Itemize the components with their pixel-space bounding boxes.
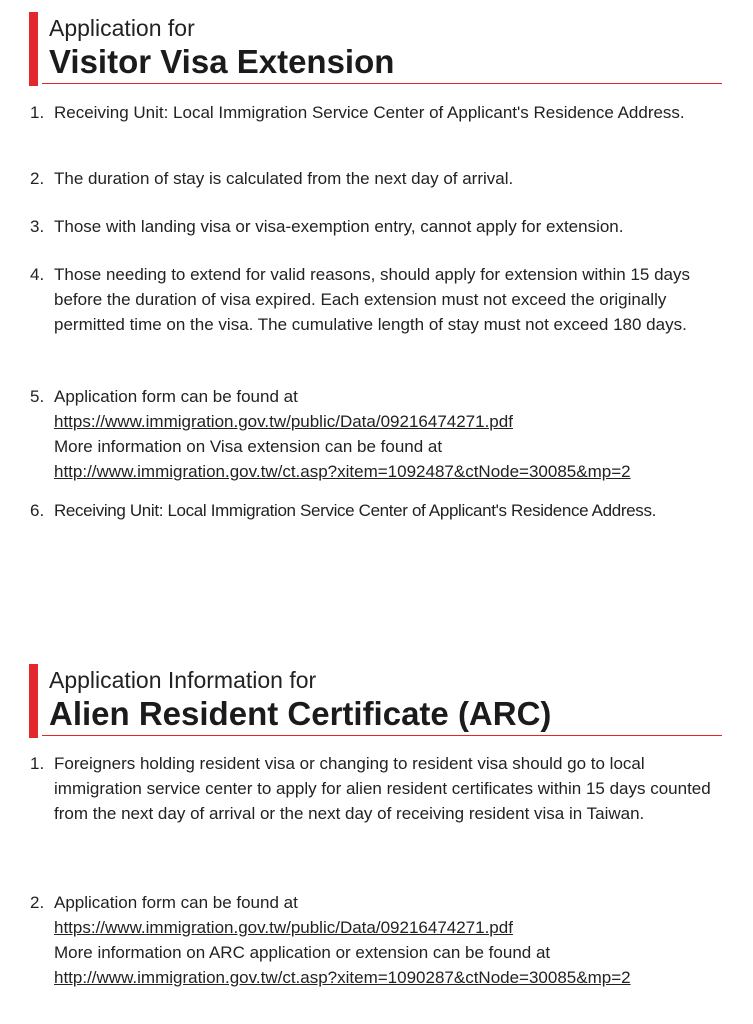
- form-link[interactable]: https://www.immigration.gov.tw/public/Data/09216474271.pdf: [54, 918, 513, 937]
- arc-heading-title: Alien Resident Certificate (ARC): [49, 695, 552, 732]
- form-text: Application form can be found at: [54, 387, 298, 406]
- more-info-link[interactable]: http://www.immigration.gov.tw/ct.asp?xitem=1090287&ctNode=30085&mp=2: [54, 968, 631, 987]
- list-text: [54, 384, 734, 484]
- list-text: Receiving Unit: Local Immigration Service Center of Applicant's Residence Address.: [54, 103, 685, 122]
- list-number: 5.: [30, 387, 45, 406]
- heading-accent-bar: [29, 664, 38, 738]
- list-number: 2.: [30, 169, 45, 188]
- list-text: Those with landing visa or visa-exemption entry, cannot apply for extension.: [54, 217, 624, 236]
- visa-heading: [0, 12, 753, 86]
- list-number: 6.: [30, 501, 45, 520]
- list-number: 1.: [30, 103, 45, 122]
- heading-accent-bar: [29, 12, 38, 86]
- list-number: 1.: [30, 754, 45, 773]
- arc-heading-pre: Application Information for: [49, 667, 317, 693]
- list-number: 4.: [30, 265, 45, 284]
- list-number: 3.: [30, 217, 45, 236]
- list-text: Foreigners holding resident visa or changing to resident visa should go to local immigration service center to apply for alien resident certificates within 15 days counted from the next day of arrival or the next day of receiving resident visa in Taiwan.: [54, 754, 711, 823]
- list-text: The duration of stay is calculated from the next day of arrival.: [54, 169, 514, 188]
- list-text: [54, 890, 734, 990]
- list-number: 2.: [30, 893, 45, 912]
- visa-heading-title: Visitor Visa Extension: [49, 43, 395, 80]
- heading-divider: [42, 735, 722, 736]
- list-text: Receiving Unit: Local Immigration Service Center of Applicant's Residence Address.: [54, 501, 656, 520]
- list-text: Those needing to extend for valid reasons, should apply for extension within 15 days before the duration of visa expired. Each extension must not exceed the originally permitted time on the visa. The cumulative length of stay must not exceed 180 days.: [54, 265, 691, 334]
- form-link[interactable]: https://www.immigration.gov.tw/public/Data/09216474271.pdf: [54, 412, 513, 431]
- visa-extension-section: [0, 12, 753, 86]
- more-info-link[interactable]: http://www.immigration.gov.tw/ct.asp?xitem=1092487&ctNode=30085&mp=2: [54, 462, 631, 481]
- arc-heading: [0, 664, 753, 738]
- visa-heading-pre: Application for: [49, 15, 195, 41]
- more-info-text: More information on ARC application or extension can be found at: [54, 943, 551, 962]
- arc-section: [0, 664, 753, 738]
- form-text: Application form can be found at: [54, 893, 298, 912]
- heading-divider: [42, 83, 722, 84]
- more-info-text: More information on Visa extension can be found at: [54, 437, 443, 456]
